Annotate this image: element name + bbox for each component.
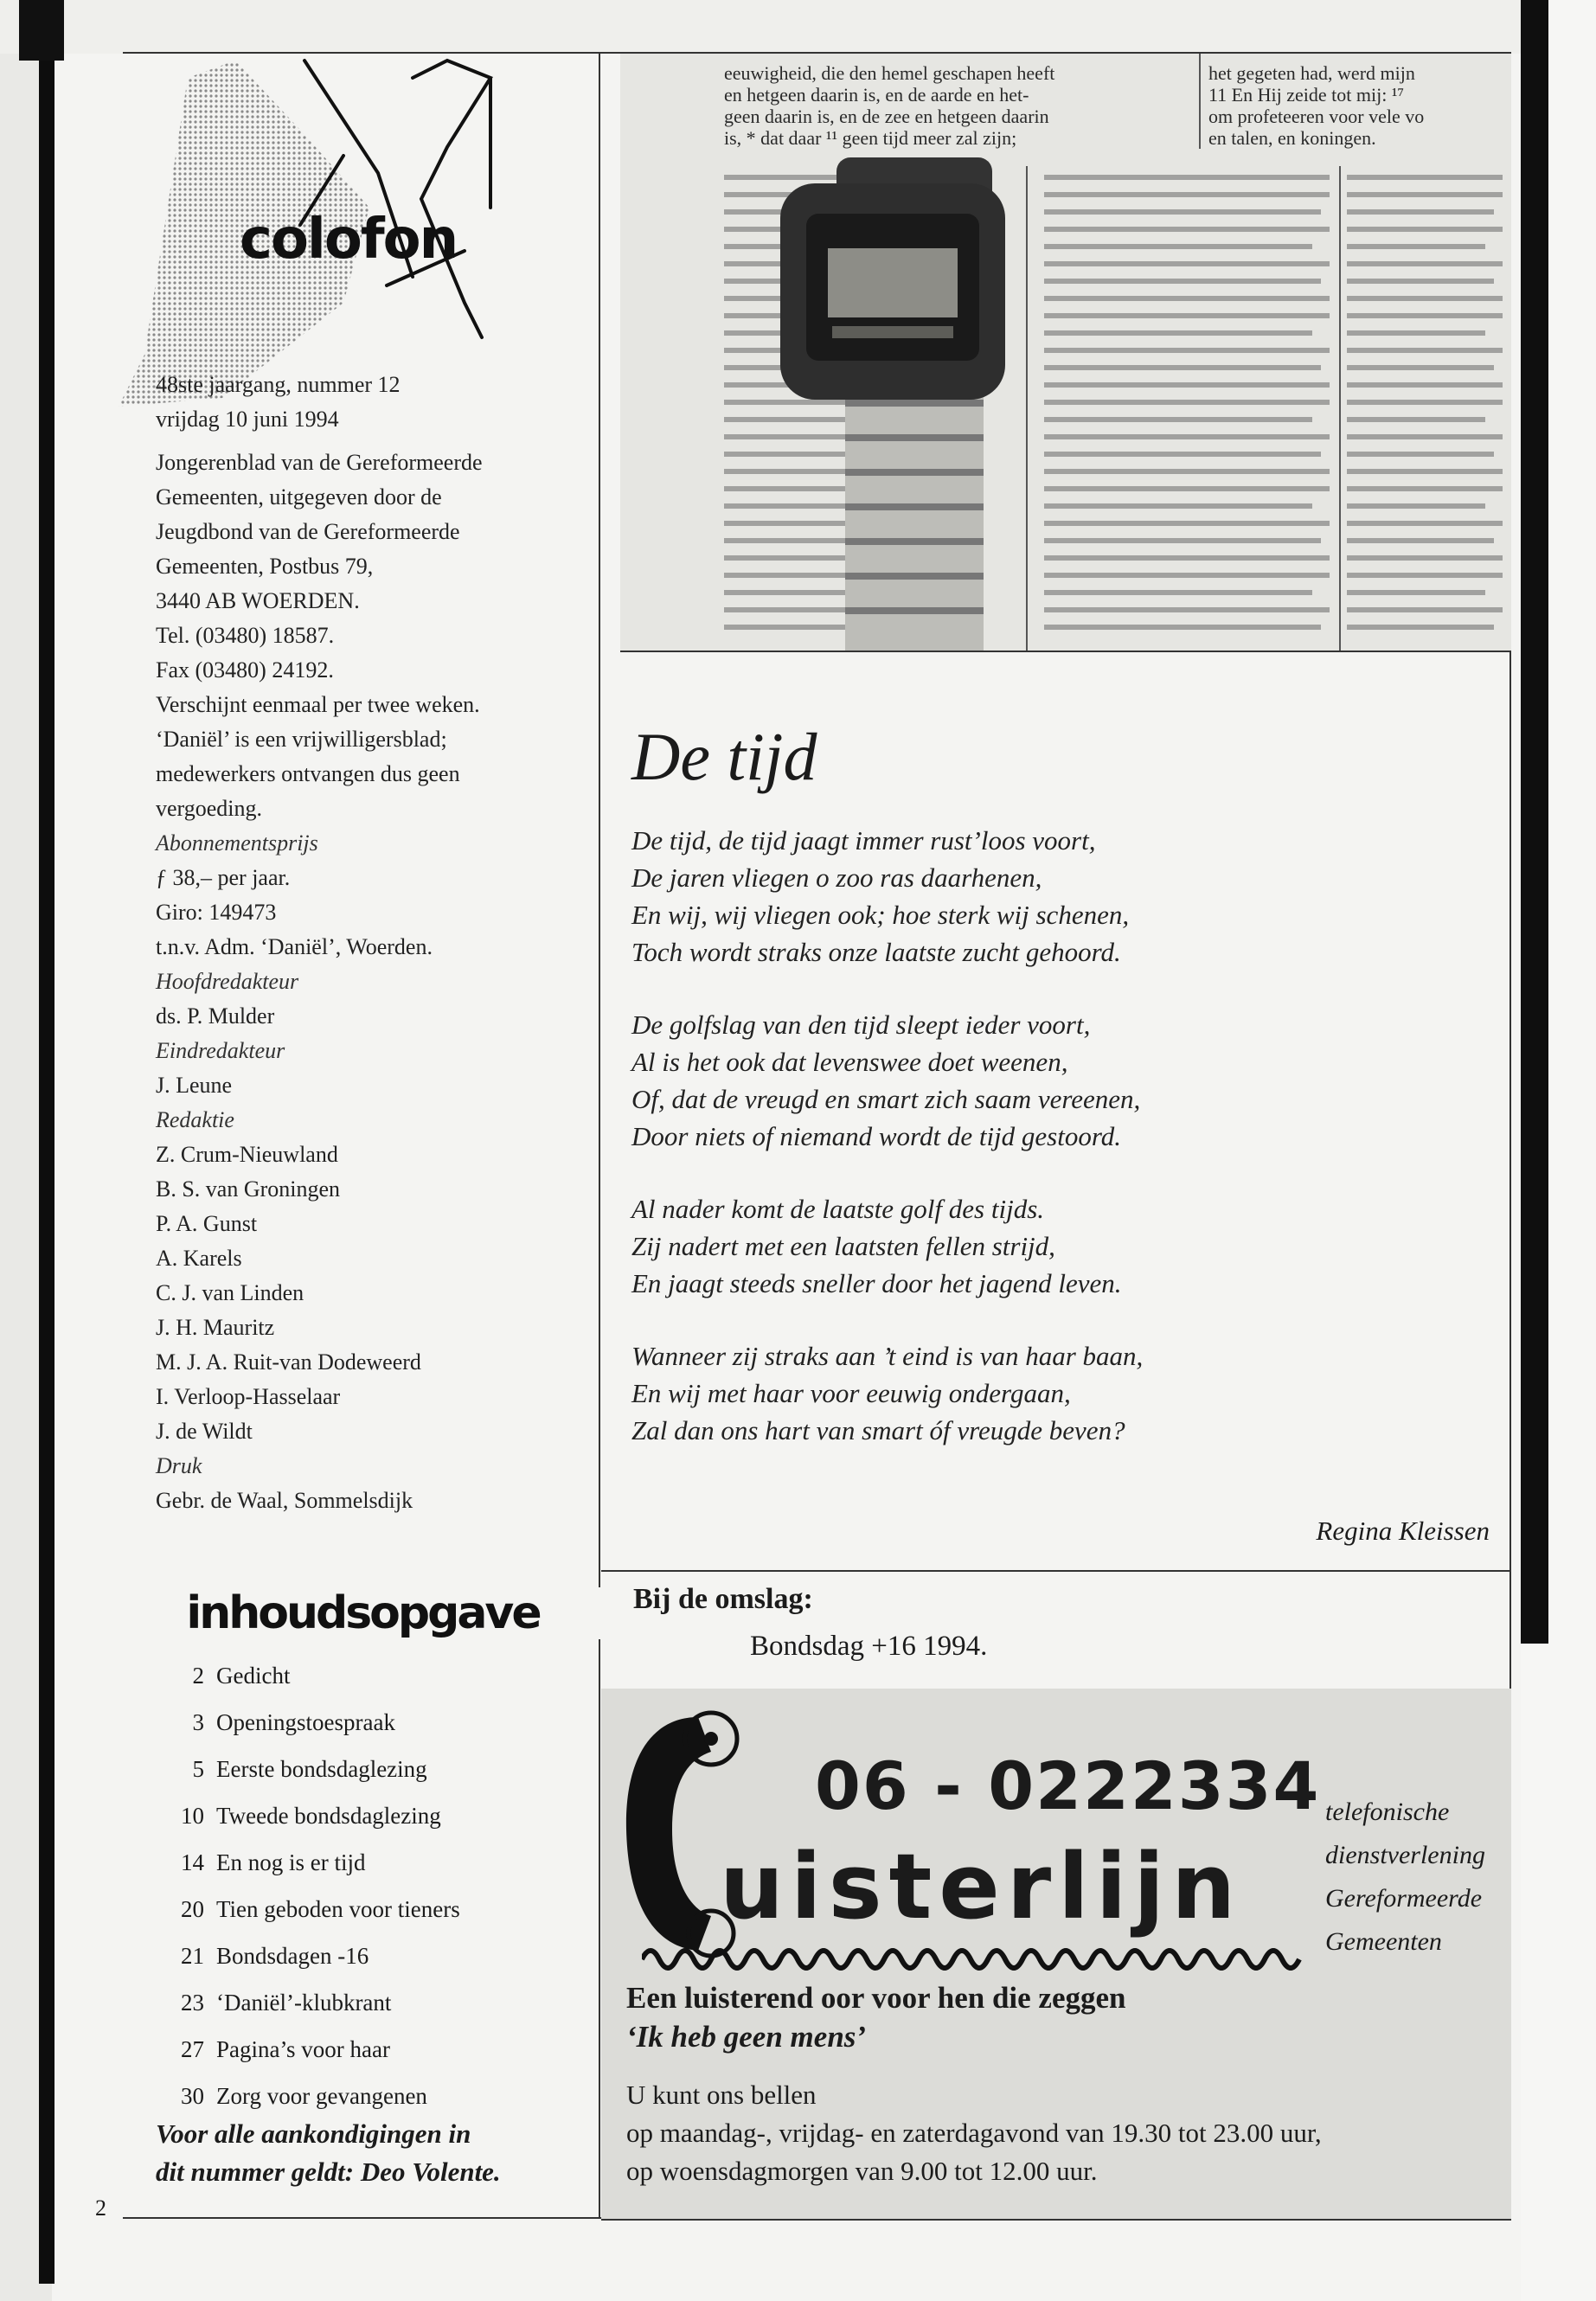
colofon-text	[156, 368, 606, 1518]
poem-stanza	[631, 1006, 1497, 1155]
toc-item	[157, 1886, 590, 1932]
note-line: dit nummer geldt: Deo Volente.	[156, 2157, 501, 2187]
scan-shadow-right	[1521, 0, 1548, 1644]
toc-page: 14	[181, 1849, 204, 1875]
poem-line: Wanneer zij straks aan ’t eind is van haar baan,	[631, 1341, 1144, 1371]
ad-body-line: U kunt ons bellen	[626, 2080, 817, 2110]
photo-line: en talen, en koningen.	[1208, 127, 1376, 149]
toc-item	[157, 2026, 590, 2073]
toc-item	[157, 1979, 590, 2026]
poem-line: Zal dan ons hart van smart óf vreugde beven?	[631, 1415, 1125, 1445]
toc-item	[157, 1839, 590, 1886]
inhoud-title	[123, 1587, 603, 1639]
toc-page: 5	[192, 1755, 204, 1782]
toc-title: Openingstoespraak	[216, 1708, 395, 1735]
toc-item	[157, 2073, 590, 2119]
ad-body-line: op woensdagmorgen van 9.00 tot 12.00 uur.	[626, 2156, 1098, 2186]
redaktie-member: A. Karels	[156, 1246, 242, 1271]
colofon-line: Gemeenten, uitgegeven door de	[156, 484, 442, 510]
colofon-line: Giro: 149473	[156, 900, 277, 925]
ad-slogan: Een luisterend oor voor hen die zeggen	[626, 1981, 1126, 2015]
colofon-line: vergoeding.	[156, 796, 262, 821]
omslag-title: Bij de omslag:	[633, 1583, 813, 1615]
poem-line: Al nader komt de laatste golf des tijds.	[631, 1194, 1045, 1224]
toc-item	[157, 1652, 590, 1699]
colofon-line: vrijdag 10 juni 1994	[156, 407, 339, 432]
poem-body	[631, 822, 1497, 1484]
toc-title: Bondsdagen -16	[216, 1942, 369, 1969]
poem-line: En wij met haar voor eeuwig ondergaan,	[631, 1378, 1071, 1408]
redaktie-label: Redaktie	[156, 1107, 234, 1132]
scan-shadow-left	[39, 35, 54, 2284]
toc-page: 27	[181, 2035, 204, 2062]
table-of-contents	[157, 1652, 590, 2119]
phone-cord-graphic	[642, 1942, 1317, 1977]
colofon-line: ƒ 38,– per jaar.	[156, 865, 291, 890]
poem-line: Zij nadert met een laatsten fellen strijd,	[631, 1231, 1055, 1261]
redaktie-member: I. Verloop-Hasselaar	[156, 1384, 341, 1409]
ad-tagline-line: Gemeenten	[1325, 1927, 1442, 1956]
poem-line: De tijd, de tijd jaagt immer rust’loos voort,	[631, 825, 1096, 856]
poem-line: De jaren vliegen o zoo ras daarhenen,	[631, 862, 1042, 893]
colofon-line: t.n.v. Adm. ‘Daniël’, Woerden.	[156, 934, 433, 959]
poem-line: En jaagt steeds sneller door het jagend leven.	[631, 1268, 1122, 1298]
toc-title: Tien geboden voor tieners	[216, 1895, 460, 1922]
poem-line: Al is het ook dat levenswee doet weenen,	[631, 1047, 1068, 1077]
page-number: 2	[95, 2195, 106, 2221]
toc-title: Eerste bondsdaglezing	[216, 1755, 427, 1782]
colofon-line: 3440 AB WOERDEN.	[156, 588, 360, 613]
toc-title: Gedicht	[216, 1662, 291, 1689]
photo-line: en hetgeen daarin is, en de aarde en het-	[724, 84, 1029, 106]
cover-photo-watch-on-bible	[620, 54, 1511, 652]
toc-title: Zorg voor gevangenen	[216, 2082, 427, 2109]
inhoud-title-text: inhoudsopgave	[186, 1587, 540, 1639]
poem-line: De golfslag van den tijd sleept ieder voort,	[631, 1009, 1091, 1040]
ad-brand-name: uisterlijn	[720, 1834, 1243, 1939]
colofon-line: 48ste jaargang, nummer 12	[156, 372, 401, 397]
photo-line: is, * dat daar ¹¹ geen tijd meer zal zijn;	[724, 127, 1017, 149]
note-line: Voor alle aankondigingen in	[156, 2118, 471, 2149]
colofon-line: Gemeenten, Postbus 79,	[156, 554, 374, 579]
druk-name: Gebr. de Waal, Sommelsdijk	[156, 1488, 413, 1513]
ad-quote: ‘Ik heb geen mens’	[626, 2020, 867, 2054]
omslag-text: Bondsdag +16 1994.	[750, 1631, 988, 1662]
hoofdredakteur-name: ds. P. Mulder	[156, 1003, 275, 1029]
deo-volente-note	[156, 2115, 588, 2191]
colofon-line: Jongerenblad van de Gereformeerde	[156, 450, 483, 475]
ad-tagline-line: telefonische	[1325, 1798, 1450, 1826]
photo-line: geen daarin is, en de zee en hetgeen daarin	[724, 106, 1049, 127]
colofon-line: Fax (03480) 24192.	[156, 657, 334, 683]
photo-line: eeuwigheid, die den hemel geschapen heeft	[724, 62, 1055, 84]
toc-item	[157, 1746, 590, 1792]
poem-stanza	[631, 1337, 1497, 1449]
poem-stanza	[631, 822, 1497, 971]
toc-item	[157, 1792, 590, 1839]
watch-illustration	[620, 54, 1511, 651]
colofon-line: medewerkers ontvangen dus geen	[156, 761, 460, 786]
magazine-page	[95, 52, 1511, 2221]
poem-line: Toch wordt straks onze laatste zucht gehoord.	[631, 937, 1121, 967]
poem-line: Door niets of niemand wordt de tijd gestoord.	[631, 1121, 1122, 1151]
toc-page: 3	[192, 1708, 204, 1735]
poem-stanza	[631, 1190, 1497, 1302]
hoofdredakteur-label: Hoofdredakteur	[156, 969, 299, 994]
toc-page: 20	[181, 1895, 204, 1922]
toc-title: ‘Daniël’-klubkrant	[216, 1989, 392, 2016]
toc-title: Pagina’s voor haar	[216, 2035, 390, 2062]
ad-tagline-line: Gereformeerde	[1325, 1884, 1483, 1913]
redaktie-member: J. de Wildt	[156, 1419, 253, 1444]
toc-title: Tweede bondsdaglezing	[216, 1802, 441, 1829]
photo-line: het gegeten had, werd mijn	[1208, 62, 1415, 84]
abonnement-label: Abonnementsprijs	[156, 830, 318, 856]
eindredakteur-label: Eindredakteur	[156, 1038, 285, 1063]
redaktie-member: C. J. van Linden	[156, 1280, 304, 1305]
toc-page: 21	[181, 1942, 204, 1969]
toc-page: 10	[181, 1802, 204, 1829]
ad-call-times	[626, 2076, 1500, 2190]
ad-body-line: op maandag-, vrijdag- en zaterdagavond van 19.30 tot 23.00 uur,	[626, 2118, 1322, 2148]
redaktie-member: B. S. van Groningen	[156, 1176, 341, 1202]
ad-tagline-line: dienstverlening	[1325, 1841, 1485, 1869]
poem-title: De tijd	[631, 719, 817, 794]
ad-phone-number: 06 - 0222334	[815, 1747, 1321, 1824]
toc-page: 2	[192, 1662, 204, 1689]
ad-tagline	[1325, 1791, 1533, 1964]
poem-line: Of, dat de vreugd en smart zich saam vereenen,	[631, 1084, 1141, 1114]
colofon-line: Verschijnt eenmaal per twee weken.	[156, 692, 480, 717]
colofon-title: colofon	[240, 208, 458, 272]
poem-line: En wij, wij vliegen ook; hoe sterk wij schenen,	[631, 900, 1130, 930]
toc-page: 23	[181, 1989, 204, 2016]
poem-author: Regina Kleissen	[1316, 1516, 1490, 1546]
toc-item	[157, 1932, 590, 1979]
toc-item	[157, 1699, 590, 1746]
redaktie-member: Z. Crum-Nieuwland	[156, 1142, 338, 1167]
redaktie-member: J. H. Mauritz	[156, 1315, 275, 1340]
druk-label: Druk	[156, 1453, 202, 1478]
colofon-line: Jeugdbond van de Gereformeerde	[156, 519, 460, 544]
toc-title: En nog is er tijd	[216, 1849, 366, 1875]
photo-line: 11 En Hij zeide tot mij: ¹⁷	[1208, 84, 1405, 106]
watch-display	[828, 248, 958, 317]
redaktie-member: P. A. Gunst	[156, 1211, 258, 1236]
colofon-line: ‘Daniël’ is een vrijwilligersblad;	[156, 727, 447, 752]
redaktie-member: M. J. A. Ruit-van Dodeweerd	[156, 1349, 421, 1375]
photo-line: om profeteeren voor vele vo	[1208, 106, 1425, 127]
colofon-line: Tel. (03480) 18587.	[156, 623, 335, 648]
scan-shadow-top	[19, 0, 64, 61]
toc-page: 30	[181, 2082, 204, 2109]
eindredakteur-name: J. Leune	[156, 1073, 233, 1098]
